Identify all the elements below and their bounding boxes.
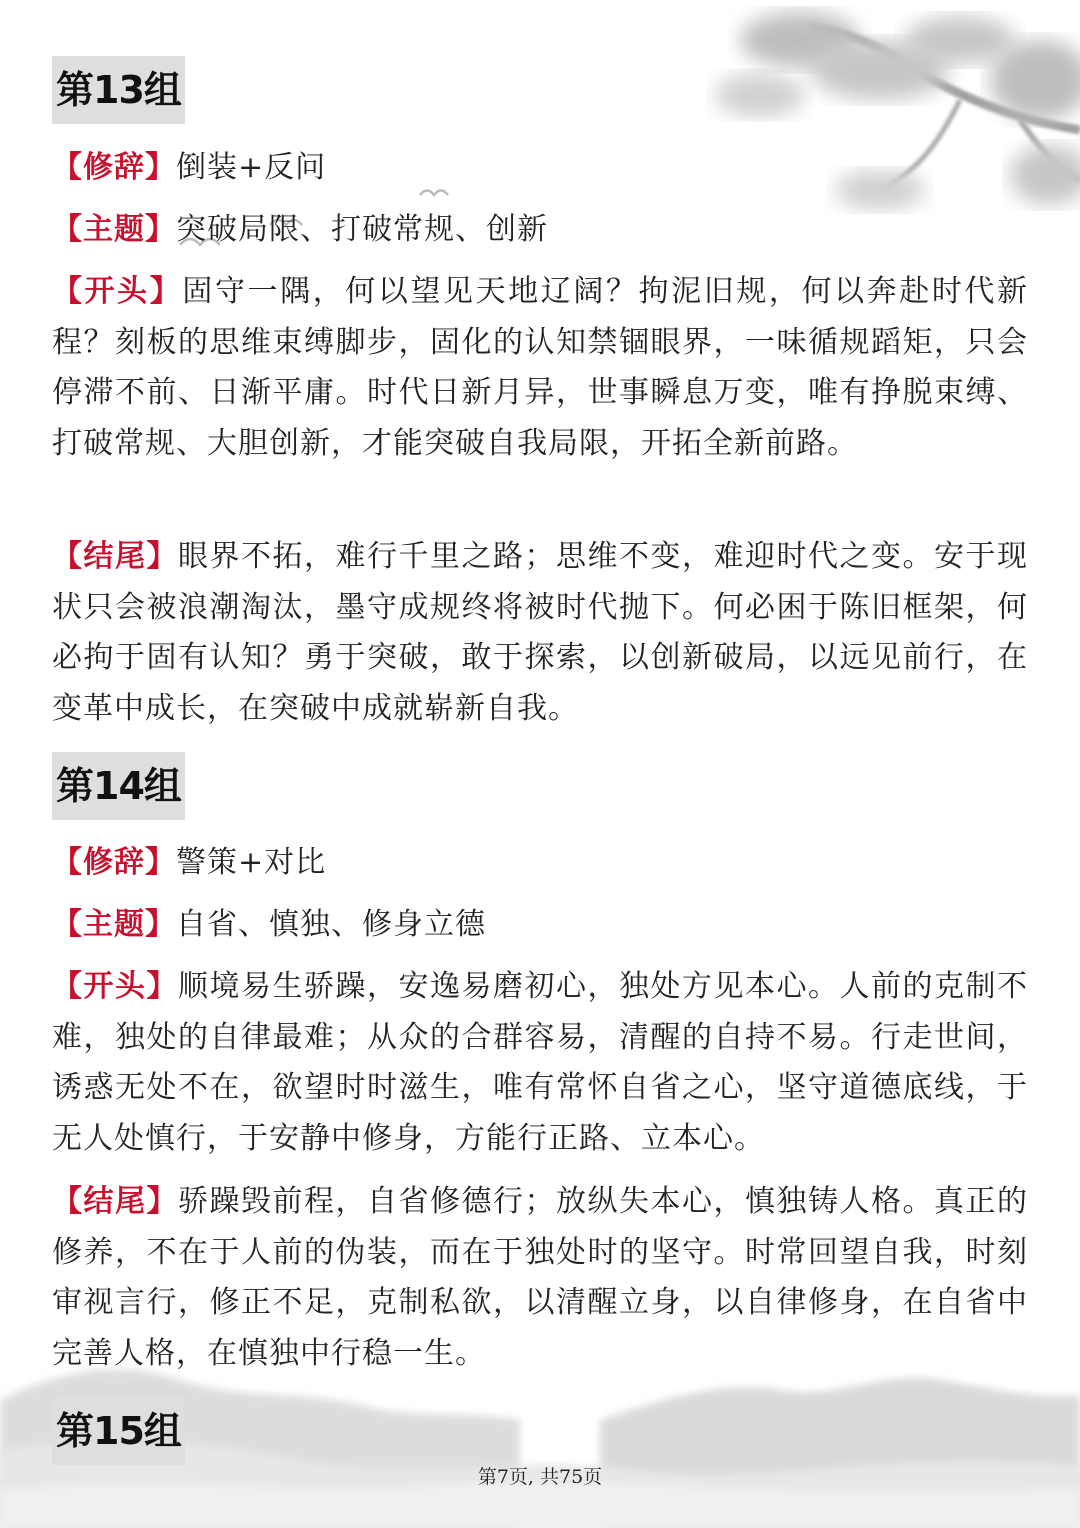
item-opening [52,267,1028,470]
item-rhetoric [52,143,1028,194]
page-number: 第7页, 共75页 [477,1466,603,1488]
item-text: 警策+对比 [176,845,327,880]
item-text: 顺境易生骄躁，安逸易磨初心，独处方见本心。人前的克制不难，独处的自律最难；从众的合群容易，清醒的自持不易。行走世间，诱惑无处不在，欲望时时滋生，唯有常怀自省之心，坚守道德底线，于无人处慎行，于安静中修身，方能行正路、立本心。 [52,969,1028,1157]
item-text: 倒装+反问 [176,150,327,185]
item-text: 骄躁毁前程，自省修德行；放纵失本心，慎独铸人格。真正的修养，不在于人前的伪装，而在于独处时的坚守。时常回望自我，时刻审视言行，修正不足，克制私欲，以清醒立身，以自律修身，在自省中完善人格，在慎独中行稳一生。 [52,1184,1028,1372]
item-text: 自省、慎独、修身立德 [176,907,486,942]
item-opening [52,962,1028,1165]
item-text: 眼界不拓，难行千里之路；思维不变，难迎时代之变。安于现状只会被浪潮淘汰，墨守成规终将被时代抛下。何必困于陈旧框架，何必拘于固有认知？勇于突破，敢于探索，以创新破局，以远见前行，在变革中成长，在突破中成就崭新自我。 [52,539,1028,727]
item-label: 【开头】 [52,969,178,1004]
item-text: 固守一隅，何以望见天地辽阔？拘泥旧规，何以奔赴时代新程？刻板的思维束缚脚步，固化的认知禁锢眼界，一味循规蹈矩，只会停滞不前、日渐平庸。时代日新月异，世事瞬息万变，唯有挣脱束缚、打破常规、大胆创新，才能突破自我局限，开拓全新前路。 [52,274,1029,462]
item-label: 【主题】 [52,212,176,247]
item-label: 【修辞】 [52,150,176,185]
item-theme [52,205,1028,256]
section-heading: 第13组 [52,56,185,124]
section-heading: 第14组 [52,752,185,820]
item-label: 【主题】 [52,907,176,942]
item-ending [52,532,1028,735]
section-heading: 第15组 [52,1397,185,1465]
item-text: 突破局限、打破常规、创新 [176,212,548,247]
item-label: 【修辞】 [52,845,176,880]
item-rhetoric [52,838,1028,889]
item-theme [52,900,1028,951]
item-label: 【开头】 [52,274,183,309]
item-ending [52,1177,1028,1380]
item-label: 【结尾】 [52,539,178,574]
item-label: 【结尾】 [52,1184,178,1219]
